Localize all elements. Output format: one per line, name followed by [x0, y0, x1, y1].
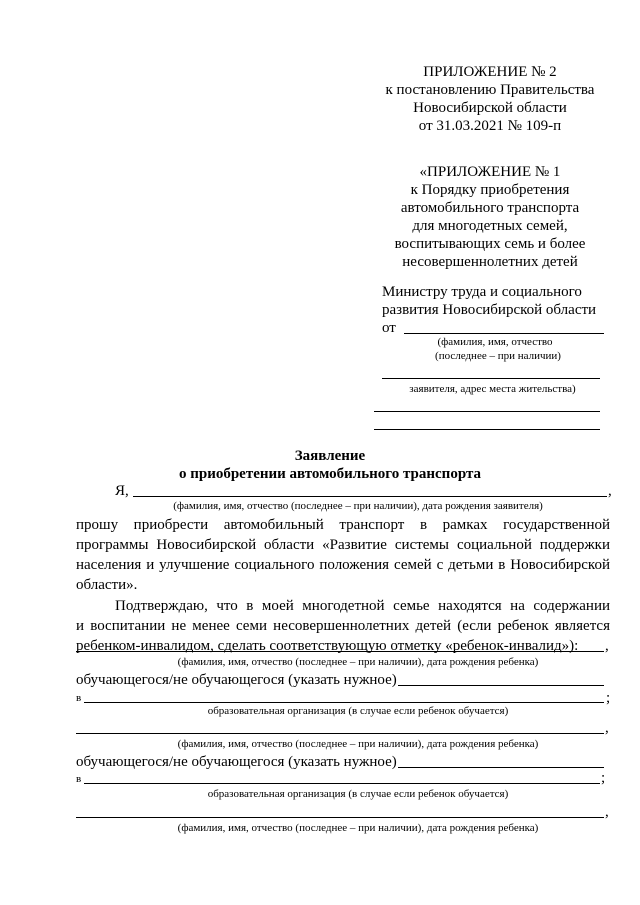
child-3-comma: ,	[605, 804, 609, 820]
appendix-1-line4: воспитывающих семь и более	[394, 236, 586, 252]
appendix-1-title: «ПРИЛОЖЕНИЕ № 1	[419, 164, 561, 180]
child-1-name-field[interactable]	[76, 651, 604, 652]
child-1-comma: ,	[605, 638, 609, 654]
child-1-study-field[interactable]	[398, 685, 604, 686]
child-2-org-caption: образовательная организация (в случае если ребенок обучается)	[207, 788, 509, 800]
child-2-org-field[interactable]	[84, 783, 600, 784]
applicant-name-field-2[interactable]	[382, 378, 600, 379]
addressee-from-label: от	[382, 320, 396, 336]
document-subtitle: о приобретении автомобильного транспорта	[178, 466, 482, 482]
child-2-semicolon: ;	[601, 770, 606, 786]
fio-caption-1: (фамилия, имя, отчество	[437, 336, 553, 348]
child-2-name-field[interactable]	[76, 733, 604, 734]
appendix-1-block	[380, 163, 600, 271]
appendix-1-line5: несовершеннолетних детей	[402, 254, 578, 270]
child-2-study-label: обучающегося/не обучающегося (указать нужное)	[76, 754, 397, 770]
child-2-v-label: в	[76, 773, 82, 785]
request-line-3: населения и улучшение социального положения семей с детьми в Новосибирской	[76, 557, 610, 573]
child-1-org-field[interactable]	[84, 702, 604, 703]
address-caption: заявителя, адрес места жительства)	[409, 383, 576, 395]
confirm-line-3: ребенком-инвалидом, сделать соответствующую отметку «ребенок-инвалид»):	[76, 638, 579, 654]
address-field-1[interactable]	[374, 411, 600, 412]
applicant-comma: ,	[608, 483, 612, 499]
request-line-4: области».	[76, 577, 138, 593]
document-title: Заявление	[294, 448, 366, 464]
child-2-comma: ,	[605, 720, 609, 736]
appendix-1-line2: автомобильного транспорта	[400, 200, 580, 216]
appendix-2-line2: Новосибирской области	[413, 100, 567, 116]
child-3-name-field[interactable]	[76, 817, 604, 818]
addressee-line1: Министру труда и социального	[382, 284, 582, 300]
appendix-2-line3: от 31.03.2021 № 109-п	[418, 118, 562, 134]
child-1-v-label: в	[76, 692, 82, 704]
fio-caption-2: (последнее – при наличии)	[435, 350, 561, 362]
addressee-line2: развития Новосибирской области	[382, 302, 597, 318]
confirm-line-1: Подтверждаю, что в моей многодетной семье находятся на содержании	[115, 598, 610, 614]
appendix-2-line1: к постановлению Правительства	[385, 82, 595, 98]
child-3-caption: (фамилия, имя, отчество (последнее – при наличии), дата рождения ребенка)	[177, 822, 539, 834]
request-line-1: прошу приобрести автомобильный транспорт в рамках государственной	[76, 517, 610, 533]
appendix-2-block	[380, 63, 600, 135]
ya-label: Я,	[115, 483, 129, 499]
applicant-name-field[interactable]	[404, 333, 604, 334]
applicant-full-name-field[interactable]	[133, 496, 607, 497]
child-2-caption: (фамилия, имя, отчество (последнее – при наличии), дата рождения ребенка)	[177, 738, 539, 750]
child-1-semicolon: ;	[606, 690, 611, 706]
appendix-1-line1: к Порядку приобретения	[410, 182, 570, 198]
child-1-caption: (фамилия, имя, отчество (последнее – при наличии), дата рождения ребенка)	[177, 656, 539, 668]
confirm-line-2: и воспитании не менее семи несовершеннолетних детей (если ребенок является	[76, 618, 610, 634]
appendix-1-line3: для многодетных семей,	[412, 218, 568, 234]
child-1-org-caption: образовательная организация (в случае если ребенок обучается)	[207, 705, 509, 717]
child-1-study-label: обучающегося/не обучающегося (указать нужное)	[76, 672, 397, 688]
address-field-2[interactable]	[374, 429, 600, 430]
request-line-2: программы Новосибирской области «Развитие системы социальной поддержки	[76, 537, 610, 553]
applicant-caption: (фамилия, имя, отчество (последнее – при наличии), дата рождения заявителя)	[173, 500, 543, 512]
appendix-2-title: ПРИЛОЖЕНИЕ № 2	[423, 64, 557, 80]
child-2-study-field[interactable]	[398, 767, 604, 768]
